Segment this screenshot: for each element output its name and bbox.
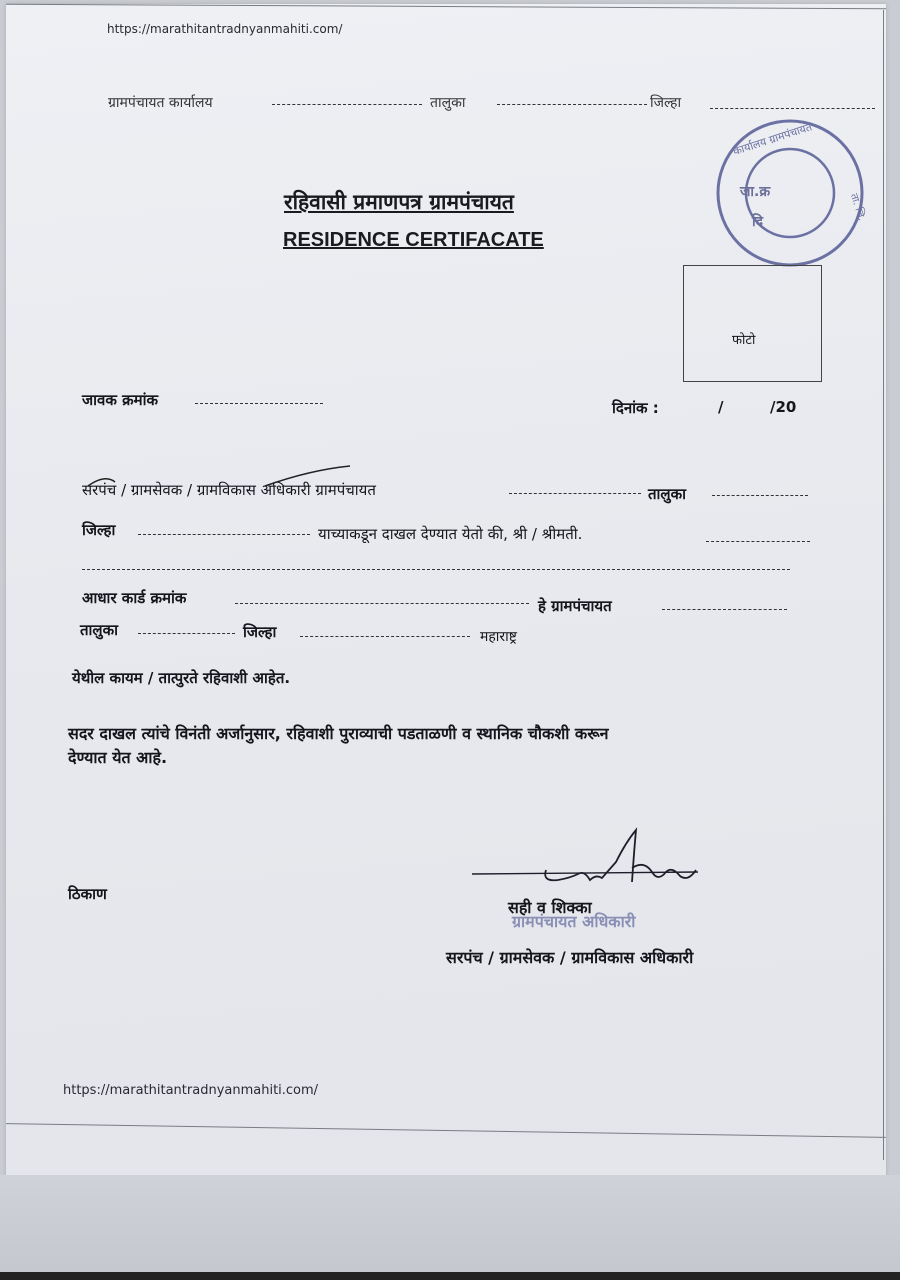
aadhar-blank — [235, 603, 529, 604]
javak-blank — [195, 403, 323, 404]
svg-text:ता. जि.: ता. जि. — [847, 192, 867, 223]
sign-seal-label: सही व शिक्का — [508, 898, 592, 917]
line2-blank-c — [82, 569, 790, 570]
line4-jilha: जिल्हा — [243, 623, 277, 641]
background-surface — [0, 1175, 900, 1280]
title-english: RESIDENCE CERTIFACATE — [283, 229, 544, 251]
jilha-label-top: जिल्हा — [650, 95, 682, 111]
line4-taluka: तालुका — [80, 621, 119, 639]
taluka-blank-top — [497, 104, 647, 105]
taluka-label-top: तालुका — [430, 95, 466, 111]
top-url: https://marathitantradnyanmahiti.com/ — [107, 22, 343, 36]
line1-taluka: तालुका — [648, 485, 687, 503]
bottom-dark-strip — [0, 1272, 900, 1280]
line1-blank-a — [509, 493, 641, 494]
designation-stamp-text: ग्रामपंचायत अधिकारी — [512, 912, 636, 931]
date-slash: / — [718, 398, 724, 416]
dinank-label: दिनांक : — [612, 399, 659, 417]
date-year: /20 — [770, 398, 797, 416]
gram-karyalay-blank — [272, 104, 422, 105]
place-label: ठिकाण — [68, 885, 107, 903]
bottom-url: https://marathitantradnyanmahiti.com/ — [63, 1083, 319, 1098]
photo-box — [683, 265, 822, 382]
aadhar-label: आधार कार्ड क्रमांक — [82, 589, 187, 607]
paragraph-line-1: सदर दाखल त्यांचे विनंती अर्जानुसार, रहिवाशी पुराव्याची पडताळणी व स्थानिक चौकशी करून — [68, 724, 609, 743]
residence-status-line: येथील कायम / तात्पुरते रहिवाशी आहेत. — [72, 669, 291, 687]
official-stamp — [705, 118, 875, 288]
line4-maharashtra: महाराष्ट्र — [480, 629, 517, 645]
line3-grampanchayat: हे ग्रामपंचायत — [538, 597, 612, 615]
line3-blank — [662, 609, 787, 610]
strike-marks — [80, 460, 380, 490]
designation-line: सरपंच / ग्रामसेवक / ग्रामविकास अधिकारी — [446, 948, 694, 967]
title-marathi: रहिवासी प्रमाणपत्र ग्रामपंचायत — [284, 190, 514, 214]
stamp-inner-bottom: दि — [752, 214, 764, 230]
line1-text: सरपंच / ग्रामसेवक / ग्रामविकास अधिकारी ग्रामपंचायत — [82, 481, 376, 499]
line2-blank-a — [138, 534, 310, 535]
bottom-border-line — [6, 1123, 886, 1138]
stamp-inner-top: जा.क्र — [740, 184, 771, 200]
jilha-blank-top — [710, 108, 875, 109]
line2-blank-b — [706, 541, 810, 542]
gram-karyalay-label: ग्रामपंचायत कार्यालय — [108, 95, 213, 111]
handwritten-signature — [466, 822, 716, 902]
line4-blank-b — [300, 636, 470, 637]
line2-text: याच्याकडून दाखल देण्यात येतो की, श्री / श्रीमती. — [318, 525, 583, 543]
line4-blank-a — [138, 633, 235, 634]
line1-blank-b — [712, 495, 808, 496]
top-border-line — [6, 4, 886, 10]
javak-label: जावक क्रमांक — [82, 391, 158, 409]
photo-label: फोटो — [732, 333, 756, 348]
svg-text:कार्यालय ग्रामपंचायत: कार्यालय ग्रामपंचायत — [731, 120, 814, 159]
paragraph-line-2: देण्यात येत आहे. — [68, 748, 168, 767]
line2-jilha: जिल्हा — [82, 521, 116, 539]
right-border-line — [883, 10, 884, 1160]
